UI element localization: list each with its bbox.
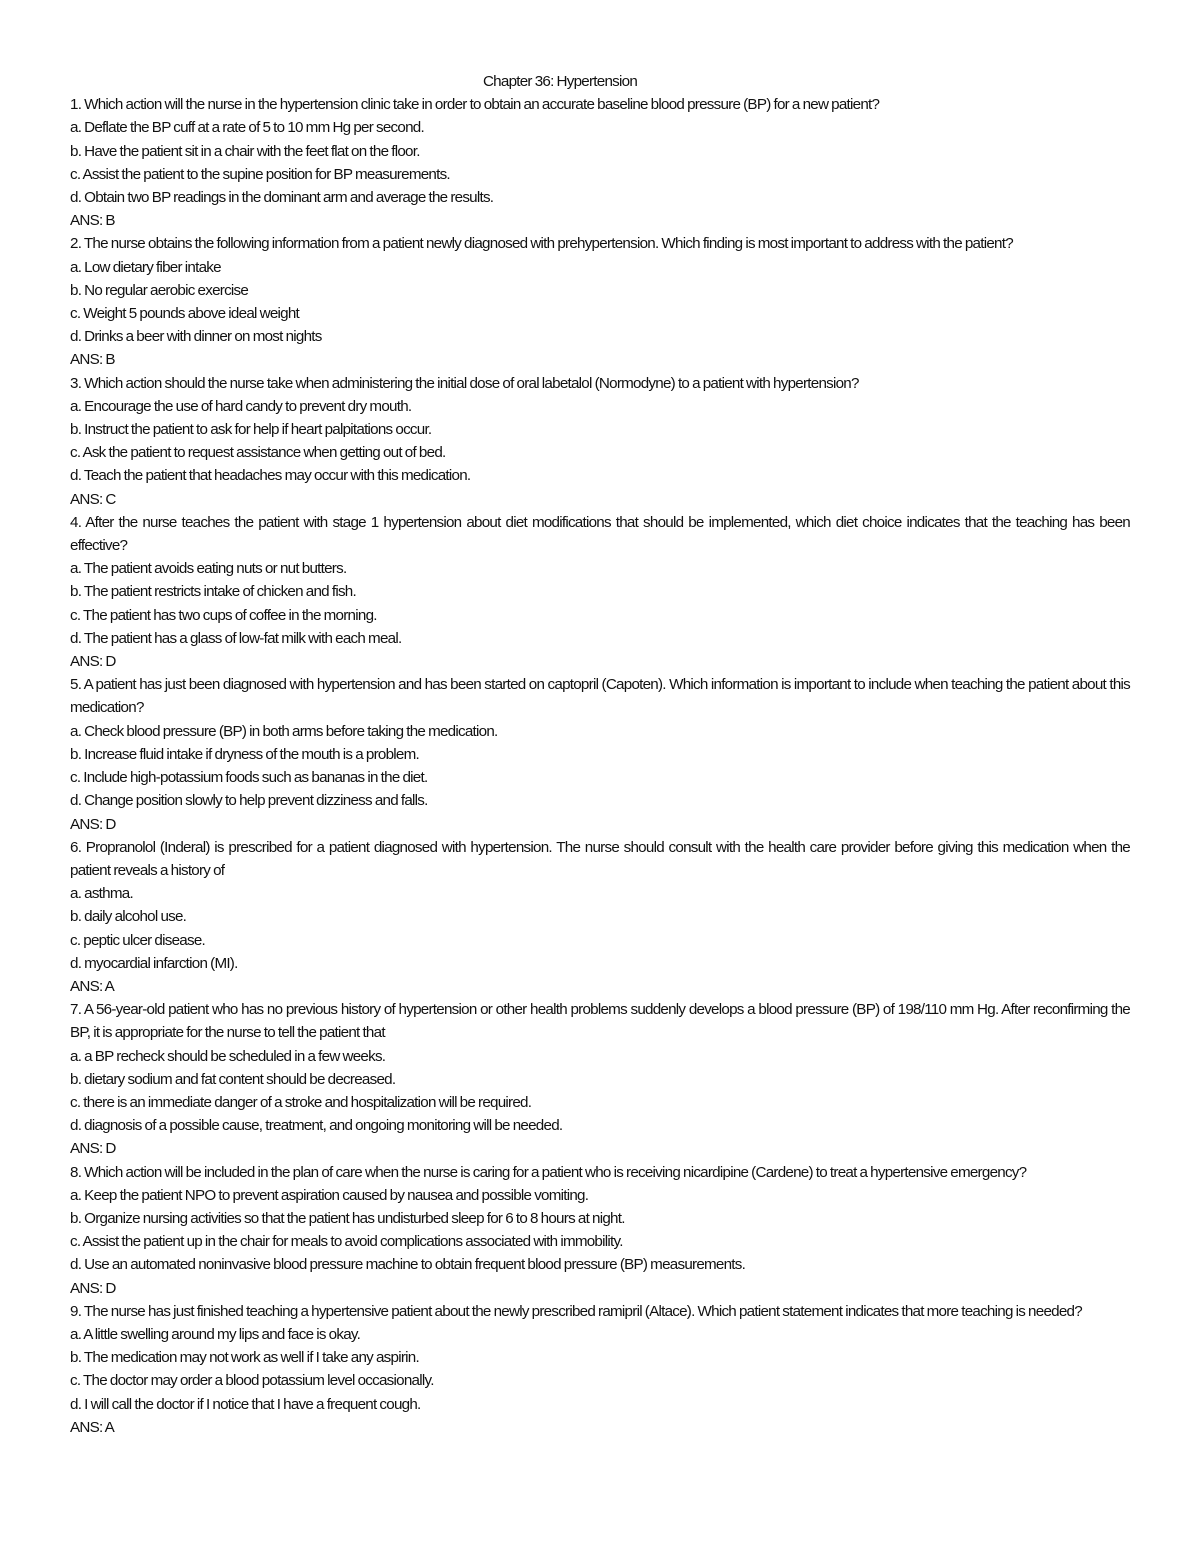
option-b: b. dietary sodium and fat content should be decreased.: [70, 1070, 396, 1088]
answer: ANS: A: [70, 1418, 114, 1436]
option-a: a. Low dietary fiber intake: [70, 258, 221, 276]
option-a: a. asthma.: [70, 885, 133, 903]
question-stem: 1. Which action will the nurse in the hypertension clinic take in order to obtain an accurate baseline blood pressure (BP) for a new patient?: [70, 96, 880, 114]
option-c: c. there is an immediate danger of a stroke and hospitalization will be required.: [70, 1093, 532, 1111]
question-stem: 6. Propranolol (Inderal) is prescribed for a patient diagnosed with hypertension. The nurse should consult with the health care provider before giving this medication when the patient reveals a history of: [70, 838, 1130, 879]
option-c: c. peptic ulcer disease.: [70, 931, 205, 949]
answer: ANS: D: [70, 815, 116, 833]
document-page: [70, 70, 1130, 1439]
answer: ANS: D: [70, 653, 116, 671]
option-c: c. The doctor may order a blood potassium level occasionally.: [70, 1372, 434, 1390]
answer: ANS: A: [70, 977, 114, 995]
option-c: c. Ask the patient to request assistance when getting out of bed.: [70, 444, 446, 462]
question-stem: 5. A patient has just been diagnosed with hypertension and has been started on captopril (Capoten). Which information is important to include when teaching the patient about this medication?: [70, 676, 1130, 717]
question-stem: 3. Which action should the nurse take when administering the initial dose of oral labetalol (Normodyne) to a patient with hypertension?: [70, 374, 859, 392]
option-d: d. myocardial infarction (MI).: [70, 954, 238, 972]
option-c: c. Assist the patient to the supine position for BP measurements.: [70, 165, 450, 183]
option-a: a. a BP recheck should be scheduled in a few weeks.: [70, 1047, 386, 1065]
option-a: a. Encourage the use of hard candy to prevent dry mouth.: [70, 397, 412, 415]
option-b: b. Instruct the patient to ask for help if heart palpitations occur.: [70, 421, 432, 439]
option-d: d. Use an automated noninvasive blood pressure machine to obtain frequent blood pressure (BP) measurements.: [70, 1256, 746, 1274]
question-stem: 7. A 56-year-old patient who has no previous history of hypertension or other health problems suddenly develops a blood pressure (BP) of 198/110 mm Hg. After reconfirming the BP, it is appropriate for the nurse to tell the patient that: [70, 1001, 1130, 1042]
option-d: d. Obtain two BP readings in the dominant arm and average the results.: [70, 189, 494, 207]
option-d: d. The patient has a glass of low-fat milk with each meal.: [70, 629, 402, 647]
option-d: d. diagnosis of a possible cause, treatment, and ongoing monitoring will be needed.: [70, 1117, 563, 1135]
option-b: b. No regular aerobic exercise: [70, 281, 249, 299]
question-1: [70, 93, 1130, 232]
option-c: c. Assist the patient up in the chair for meals to avoid complications associated with immobility.: [70, 1233, 623, 1251]
question-2: [70, 232, 1130, 371]
question-6: [70, 836, 1130, 998]
option-d: d. Teach the patient that headaches may occur with this medication.: [70, 467, 471, 485]
question-4: [70, 511, 1130, 673]
question-7: [70, 998, 1130, 1160]
question-3: [70, 372, 1130, 511]
question-stem: 4. After the nurse teaches the patient with stage 1 hypertension about diet modifications that should be implemented, which diet choice indicates that the teaching has been effective?: [70, 513, 1130, 555]
option-a: a. Deflate the BP cuff at a rate of 5 to 10 mm Hg per second.: [70, 119, 424, 137]
option-a: a. Check blood pressure (BP) in both arms before taking the medication.: [70, 722, 498, 740]
question-9: [70, 1300, 1130, 1439]
option-b: b. The patient restricts intake of chicken and fish.: [70, 583, 356, 601]
question-stem: 9. The nurse has just finished teaching a hypertensive patient about the newly prescribed ramipril (Altace). Which patient statement indicates that more teaching is needed?: [70, 1302, 1082, 1320]
option-b: b. Increase fluid intake if dryness of the mouth is a problem.: [70, 745, 419, 763]
answer: ANS: B: [70, 351, 115, 369]
page-title: Chapter 36: Hypertension: [482, 73, 638, 90]
question-5: [70, 673, 1130, 835]
option-c: c. The patient has two cups of coffee in the morning.: [70, 606, 377, 624]
answer: ANS: C: [70, 490, 116, 508]
option-d: d. Drinks a beer with dinner on most nights: [70, 328, 322, 346]
question-stem: 2. The nurse obtains the following information from a patient newly diagnosed with prehypertension. Which finding is most important to address with the patient?: [70, 235, 1013, 253]
option-b: b. Have the patient sit in a chair with the feet flat on the floor.: [70, 142, 420, 160]
option-b: b. The medication may not work as well if I take any aspirin.: [70, 1349, 419, 1367]
option-c: c. Weight 5 pounds above ideal weight: [70, 305, 300, 323]
answer: ANS: D: [70, 1279, 116, 1297]
option-b: b. daily alcohol use.: [70, 908, 187, 926]
option-a: a. The patient avoids eating nuts or nut butters.: [70, 560, 347, 578]
option-b: b. Organize nursing activities so that the patient has undisturbed sleep for 6 to 8 hours at night.: [70, 1209, 625, 1227]
answer: ANS: B: [70, 212, 115, 230]
option-d: d. I will call the doctor if I notice that I have a frequent cough.: [70, 1395, 421, 1413]
answer: ANS: D: [70, 1140, 116, 1158]
question-8: [70, 1161, 1130, 1300]
option-a: a. A little swelling around my lips and face is okay.: [70, 1325, 361, 1343]
option-a: a. Keep the patient NPO to prevent aspiration caused by nausea and possible vomiting.: [70, 1186, 589, 1204]
option-d: d. Change position slowly to help prevent dizziness and falls.: [70, 792, 428, 810]
option-c: c. Include high-potassium foods such as bananas in the diet.: [70, 769, 428, 787]
question-stem: 8. Which action will be included in the plan of care when the nurse is caring for a patient who is receiving nicardipine (Cardene) to treat a hypertensive emergency?: [70, 1163, 1027, 1181]
